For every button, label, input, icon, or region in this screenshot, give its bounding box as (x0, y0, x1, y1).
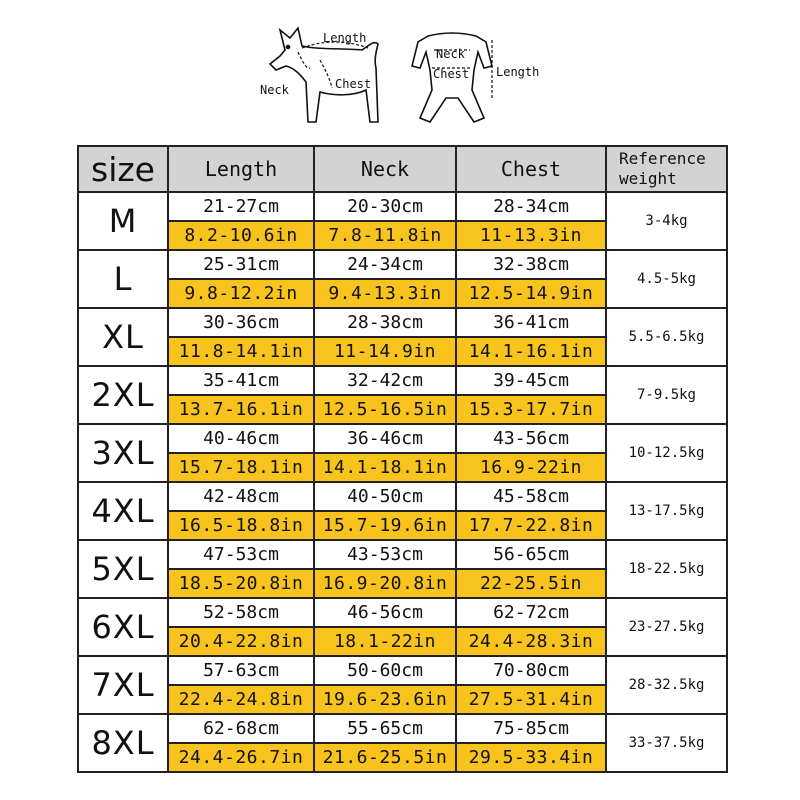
chest-cell (456, 598, 606, 656)
neck-cell (314, 250, 456, 308)
chest-cell (456, 656, 606, 714)
size-chart-table (77, 145, 728, 773)
length-cell (168, 714, 314, 772)
neck-cell (314, 482, 456, 540)
length-in: 15.7-18.1in (169, 452, 313, 481)
header-reference-weight (606, 146, 727, 192)
measurement-diagram (250, 10, 570, 135)
dog-neck-label: Neck (260, 83, 289, 97)
table-header-row (78, 146, 727, 192)
neck-cell (314, 192, 456, 250)
chest-in: 14.1-16.1in (457, 336, 605, 365)
neck-cell (314, 714, 456, 772)
neck-in: 9.4-13.3in (315, 278, 455, 307)
chest-cm: 62-72cm (457, 599, 605, 626)
dog-chest-label: Chest (335, 77, 372, 91)
garment-length-label: Length (496, 65, 540, 79)
size-label: 2XL (78, 366, 168, 424)
length-in: 22.4-24.8in (169, 684, 313, 713)
chest-in: 27.5-31.4in (457, 684, 605, 713)
neck-cell (314, 656, 456, 714)
weight-cell: 28-32.5kg (606, 656, 727, 714)
chest-cm: 56-65cm (457, 541, 605, 568)
chest-cell (456, 192, 606, 250)
neck-in: 21.6-25.5in (315, 742, 455, 771)
neck-cm: 50-60cm (315, 657, 455, 684)
weight-cell: 7-9.5kg (606, 366, 727, 424)
length-cell (168, 540, 314, 598)
neck-in: 12.5-16.5in (315, 394, 455, 423)
table-row (78, 540, 727, 598)
neck-in: 19.6-23.6in (315, 684, 455, 713)
weight-cell: 18-22.5kg (606, 540, 727, 598)
chest-cm: 39-45cm (457, 367, 605, 394)
weight-cell: 33-37.5kg (606, 714, 727, 772)
length-in: 20.4-22.8in (169, 626, 313, 655)
neck-in: 7.8-11.8in (315, 220, 455, 249)
chest-cm: 36-41cm (457, 309, 605, 336)
chest-cm: 28-34cm (457, 193, 605, 220)
neck-cm: 20-30cm (315, 193, 455, 220)
chest-measure-line (320, 60, 332, 88)
neck-in: 14.1-18.1in (315, 452, 455, 481)
neck-cm: 43-53cm (315, 541, 455, 568)
neck-cm: 36-46cm (315, 425, 455, 452)
length-cell (168, 366, 314, 424)
table-row (78, 714, 727, 772)
length-in: 16.5-18.8in (169, 510, 313, 539)
table-row (78, 250, 727, 308)
table-row (78, 424, 727, 482)
neck-cm: 24-34cm (315, 251, 455, 278)
size-label: 6XL (78, 598, 168, 656)
chest-cm: 32-38cm (457, 251, 605, 278)
chest-cell (456, 714, 606, 772)
header-neck: Neck (314, 146, 456, 192)
length-cell (168, 598, 314, 656)
length-cell (168, 482, 314, 540)
garment-neck-label: Neck (436, 47, 465, 61)
neck-cm: 28-38cm (315, 309, 455, 336)
length-cm: 42-48cm (169, 483, 313, 510)
length-cm: 52-58cm (169, 599, 313, 626)
chest-cell (456, 540, 606, 598)
neck-in: 11-14.9in (315, 336, 455, 365)
size-label: 8XL (78, 714, 168, 772)
weight-cell: 13-17.5kg (606, 482, 727, 540)
chest-cell (456, 308, 606, 366)
neck-cm: 40-50cm (315, 483, 455, 510)
length-cm: 25-31cm (169, 251, 313, 278)
size-label: M (78, 192, 168, 250)
neck-cell (314, 598, 456, 656)
length-cell (168, 656, 314, 714)
header-chest: Chest (456, 146, 606, 192)
length-cm: 47-53cm (169, 541, 313, 568)
garment-chest-label: Chest (433, 67, 470, 81)
length-cell (168, 424, 314, 482)
chest-in: 12.5-14.9in (457, 278, 605, 307)
measurement-illustration (250, 10, 570, 135)
header-weight-line1: Reference (619, 149, 706, 168)
length-in: 9.8-12.2in (169, 278, 313, 307)
header-weight-line2: weight (619, 169, 677, 188)
chest-cm: 75-85cm (457, 715, 605, 742)
size-label: 3XL (78, 424, 168, 482)
neck-in: 18.1-22in (315, 626, 455, 655)
chest-in: 24.4-28.3in (457, 626, 605, 655)
chest-in: 29.5-33.4in (457, 742, 605, 771)
table-row (78, 598, 727, 656)
neck-cell (314, 308, 456, 366)
chest-cm: 43-56cm (457, 425, 605, 452)
size-label: 7XL (78, 656, 168, 714)
header-length: Length (168, 146, 314, 192)
weight-cell: 10-12.5kg (606, 424, 727, 482)
weight-cell: 3-4kg (606, 192, 727, 250)
neck-cm: 32-42cm (315, 367, 455, 394)
length-in: 24.4-26.7in (169, 742, 313, 771)
chest-cell (456, 424, 606, 482)
header-size: size (78, 146, 168, 192)
length-cm: 62-68cm (169, 715, 313, 742)
length-cm: 35-41cm (169, 367, 313, 394)
length-cm: 30-36cm (169, 309, 313, 336)
length-in: 18.5-20.8in (169, 568, 313, 597)
table-row (78, 656, 727, 714)
chest-in: 11-13.3in (457, 220, 605, 249)
table-row (78, 482, 727, 540)
chest-in: 22-25.5in (457, 568, 605, 597)
chest-cell (456, 366, 606, 424)
weight-cell: 4.5-5kg (606, 250, 727, 308)
neck-in: 16.9-20.8in (315, 568, 455, 597)
length-cell (168, 250, 314, 308)
length-cell (168, 308, 314, 366)
neck-in: 15.7-19.6in (315, 510, 455, 539)
length-cm: 40-46cm (169, 425, 313, 452)
chest-cm: 45-58cm (457, 483, 605, 510)
neck-cell (314, 540, 456, 598)
chest-in: 17.7-22.8in (457, 510, 605, 539)
length-cell (168, 192, 314, 250)
length-cm: 57-63cm (169, 657, 313, 684)
chest-in: 15.3-17.7in (457, 394, 605, 423)
chest-cell (456, 482, 606, 540)
chest-in: 16.9-22in (457, 452, 605, 481)
weight-cell: 23-27.5kg (606, 598, 727, 656)
table-row (78, 192, 727, 250)
neck-cm: 46-56cm (315, 599, 455, 626)
neck-cm: 55-65cm (315, 715, 455, 742)
neck-cell (314, 424, 456, 482)
chest-cm: 70-80cm (457, 657, 605, 684)
length-in: 11.8-14.1in (169, 336, 313, 365)
table-row (78, 366, 727, 424)
chest-cell (456, 250, 606, 308)
length-cm: 21-27cm (169, 193, 313, 220)
size-label: 4XL (78, 482, 168, 540)
dog-length-label: Length (323, 31, 367, 45)
size-label: XL (78, 308, 168, 366)
neck-cell (314, 366, 456, 424)
size-label: 5XL (78, 540, 168, 598)
length-in: 8.2-10.6in (169, 220, 313, 249)
weight-cell: 5.5-6.5kg (606, 308, 727, 366)
length-in: 13.7-16.1in (169, 394, 313, 423)
table-row (78, 308, 727, 366)
size-label: L (78, 250, 168, 308)
neck-measure-line (298, 52, 310, 68)
